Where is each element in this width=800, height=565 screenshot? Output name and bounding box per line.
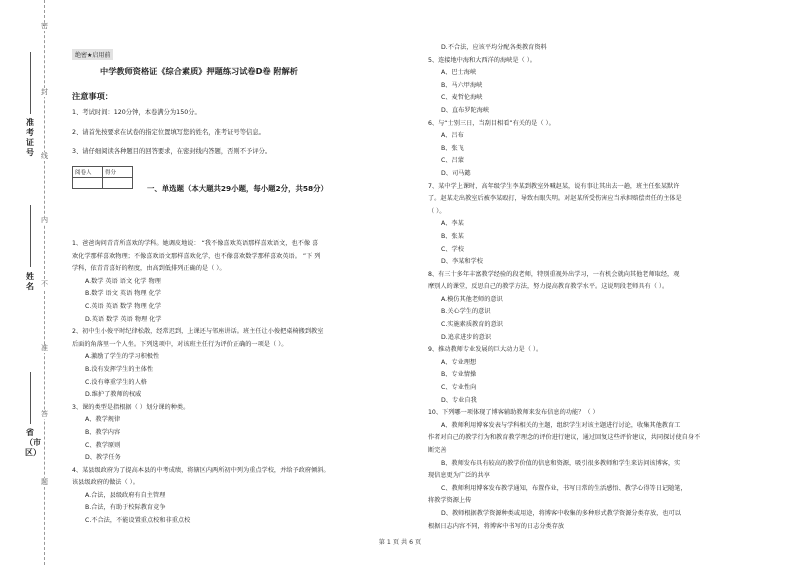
question-line: 了。赵某走出教室后被李某殴打，导致右眼失明。对赵某所受伤害应当承担赔偿责任的主体是 [428,195,682,203]
question-line: 9、推动教师专业发展的巨大动力是（ ）。 [428,346,543,354]
option: C、麦哲伦海峡 [441,94,483,102]
score-cell[interactable] [103,178,133,189]
option: D、教学任务 [85,454,121,462]
seal-mark: 密 [41,22,48,30]
option: D.维护了教师的权威 [85,391,142,399]
question-line: 3、课的类型是指根据（ ）划分课的种类。 [72,403,190,411]
notice-heading: 注意事项： [72,91,113,101]
seal-mark: 准 [41,344,48,352]
option: B.合法，有助于校际教育竞争 [85,504,166,512]
option-line: 作者对自己的教学行为和教育教学理念的评价进行建议，通过回复这些评价建议，共同探讨使自身不 [428,434,701,442]
option: C.英语 英语 数学 物理 化学 [85,302,162,310]
option: A.激励了学生的学习积极性 [85,353,160,361]
option: C.实施素质教育的意识 [441,321,503,329]
question-line: 摩别人的课堂，反思自己的教学方法，努力提高教育教学水平。这说明段老师具有（ ）。 [428,283,669,291]
option: D、李某和学校 [441,258,483,266]
option-line: 根据日志内容不同，将博客中书写的日志分类存放 [428,522,565,530]
seal-mark: 内 [41,216,48,224]
option: D、司马懿 [441,169,471,177]
question-line: 欢化学那样喜欢物理；不像喜欢语文那样喜欢化学，也不像喜欢数学那样喜欢英语。 ”下 列 [72,252,321,260]
province-line [30,372,31,424]
option-line: 断完善 [428,447,447,454]
name-label: 姓名 [26,272,34,291]
notice-item: 2、请首先按要求在试卷的指定位置填写您的姓名，准考证号等信息。 [72,129,265,136]
option: A、吕布 [441,132,464,140]
seal-mark: 不 [41,280,48,288]
option: A.合法，县级政府有自主管理 [85,491,166,499]
option: A、专业理想 [441,358,477,366]
question-line: 7、某中学上课时，高年级学生李某到教室外喊赵某，说有事让其出去一趟，班主任张某默许 [428,182,680,190]
option: B、专业情操 [441,371,477,379]
option: D、专业自我 [441,396,477,404]
option: B.关心学生的意识 [441,308,491,316]
option: A、教学规律 [85,416,121,424]
option: C、专业性向 [441,384,477,392]
option: A.模仿其他老师的意识 [441,295,503,303]
seal-mark: 题 [41,478,48,486]
score-table [72,166,133,189]
right-column [428,42,768,533]
option: C、学校 [441,245,464,253]
option: D.追求进步的意识 [441,333,492,341]
question-line: 4、某县级政府为了提高本县的中考成绩，将辖区内两所初中列为重点学校，并给予政府倾斜。 [72,466,330,474]
option-line: A、教师利用博客发表与学科相关的主题，组织学生对该主题进行讨论，收集其他教育工 [441,421,681,429]
page-title: 中学教师资格证《综合素质》押题练习试卷D卷 附解析 [100,66,298,76]
option: B.没有发挥学生的主体性 [85,365,154,373]
option: A.数学 英语 语文 化学 物理 [85,277,161,285]
page-number: 第 1 页 共 6 页 [378,539,422,546]
option-line: D、教师根据教学资源种类或用途，将博客中收集的多种形式教学资源分类存放，也可以 [441,509,681,517]
notice-item: 3、请仔细阅读各种题目的回答要求，在密封线内答题，否则不予评分。 [72,148,272,155]
option: B、张某 [441,232,464,240]
option: B、马六甲海峡 [441,81,483,89]
question-line: 后面的角落里一个人坐。下列选项中，对该班主任行为评价正确的一项是（ ）。 [72,340,288,348]
notice-item: 1、考试时间：120分钟，本卷满分为150分。 [72,109,201,116]
exam-number-line [30,52,31,114]
option: C.没有尊重学生的人格 [85,378,147,386]
option: B、教学内容 [85,428,121,436]
question-line: 10、下列哪一项体现了博客辅助教师来发布信息的功能？（ ） [428,409,599,417]
score-header: 得分 [103,167,133,178]
grader-cell[interactable] [73,178,103,189]
province-label: 省（市区） [25,428,41,457]
section-title: 一、单选题（本大题共29小题，每小题2分，共58分） [147,184,328,193]
name-line [30,205,31,267]
question-line: 2、初中生小俊平时纪律松散，经常迟到，上课还与邻座讲话。班主任让小俊把桌椅搬到教室 [72,328,324,336]
option: D、直布罗陀海峡 [441,106,490,114]
option: C、吕蒙 [441,157,464,165]
option: B.数学 语文 英语 物理 化学 [85,290,161,298]
confidential-badge: 绝密★启用前 [72,49,113,60]
option: A、李某 [441,220,464,228]
option: C、教学原则 [85,441,121,449]
option: B、张飞 [441,144,464,152]
option-line: 将教学资源上传 [428,497,472,505]
option: D.英语 数学 英语 物理 化学 [85,315,162,323]
option: D.不合法，应该平均分配各类教育资料 [441,44,547,51]
question-line: 该县级政府的做法（ ）。 [72,479,139,487]
binding-margin [0,0,62,565]
question-line: 学科，依青青喜好的程度，由高到低排列正确的是（ ）。 [72,265,226,273]
seal-mark: 答 [41,410,48,418]
option-line: C、教师利用博客发布教学通知，布置作业，书写日常的生活感悟、教学心得等日记随笔， [441,484,687,492]
exam-number-label: 准考证号 [26,118,34,157]
option-line: B、教师发布具有较高的教学价值的信息和资源，吸引很多教师和学生来访问该博客，实 [441,459,681,467]
option: A、巴士海峡 [441,69,477,77]
question-line: 6、与“士别三日，当刮目相看”有关的是（ ）。 [428,119,555,127]
question-line: 8、有三十多年丰富教学经验的段老师，特别重视外出学习，一有机会就向其他老师取经，观 [428,270,680,278]
seal-mark: 线 [41,152,48,160]
grader-header: 阅卷人 [73,167,103,178]
option: C.不合法，不能设置重点校和非重点校 [85,517,191,525]
left-column [72,238,412,528]
seal-mark: 封 [41,88,48,96]
option-line: 现信息更为广泛的共享 [428,472,490,480]
question-line: 5、连接地中海和大西洋的海峡是（ ）。 [428,56,536,64]
question-line: 1、爸爸询问青青所喜欢的学科。她调皮地说： “我不像喜欢英语那样喜欢语文，也不像 喜 [72,240,319,247]
question-line: （ ）。 [428,207,446,215]
